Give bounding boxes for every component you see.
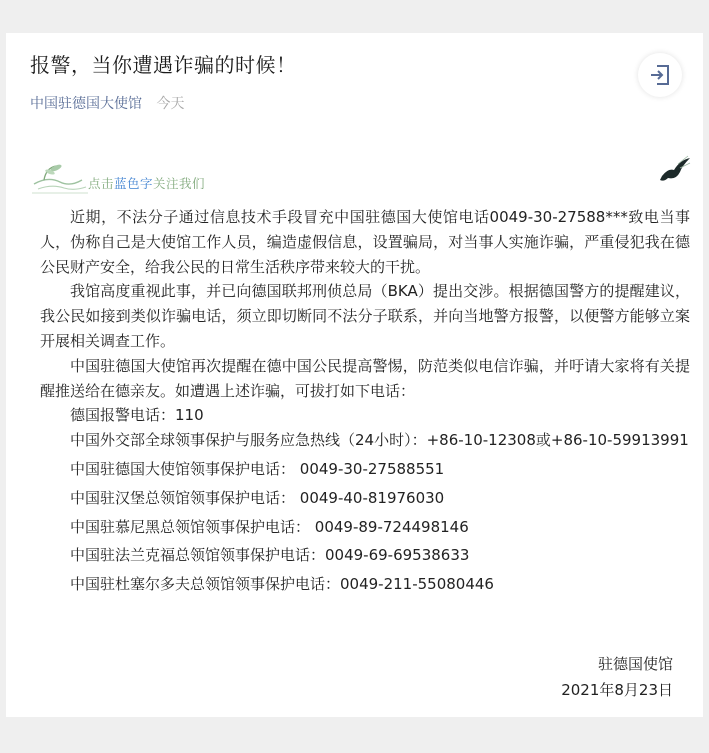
phone-frankfurt: 中国驻法兰克福总领馆领事保护电话：0049-69-69538633 <box>70 546 470 565</box>
signature-org: 驻德国使馆 <box>597 655 673 673</box>
article-title: 报警，当你遭遇诈骗的时候！ <box>30 53 297 77</box>
signature-date: 2021年8月23日 <box>561 681 673 699</box>
article-card <box>6 33 703 717</box>
exit-icon <box>648 63 672 87</box>
article-body <box>40 205 690 597</box>
paragraph: 中国驻德国大使馆再次提醒在德中国公民提高警惕，防范类似电信诈骗，并吁请大家将有关提醒推送给在德亲友。如遭遇上述诈骗，可拔打如下电话： <box>40 356 690 400</box>
exit-button[interactable] <box>638 53 682 97</box>
phone-munich: 中国驻慕尼黑总领馆领事保护电话： 0049-89-724498146 <box>70 517 469 536</box>
swallow-icon <box>656 154 692 184</box>
phone-hotline: 中国外交部全球领事保护与服务应急热线（24小时）：+86-10-12308或+86-10-59913991 <box>70 431 689 450</box>
phone-embassy: 中国驻德国大使馆领事保护电话： 0049-30-27588551 <box>70 459 445 478</box>
follow-link[interactable]: 蓝色字 <box>114 176 154 191</box>
phone-police: 德国报警电话：110 <box>70 406 204 425</box>
paragraph: 我馆高度重视此事，并已向德国联邦刑侦总局（BKA）提出交涉。根据德国警方的提醒建议，我公民如接到类似诈骗电话，须立即切断同不法分子联系，并向当地警方报警，以便警方能够立案开展相关调查工作。 <box>40 282 690 350</box>
follow-suffix: 关注我们 <box>153 176 206 191</box>
author-link[interactable]: 中国驻德国大使馆 <box>30 96 142 112</box>
paragraph: 近期，不法分子通过信息技术手段冒充中国驻德国大使馆电话0049-30-27588***致电当事人，伪称自己是大使馆工作人员，编造虚假信息，设置骗局，对当事人实施诈骗，严重侵犯我在德公民财产安全，给我公民的日常生活秩序带来较大的干扰。 <box>40 208 690 276</box>
follow-prefix: 点击 <box>88 176 115 191</box>
landscape-icon <box>30 158 90 198</box>
follow-text[interactable] <box>88 174 205 192</box>
article-meta <box>30 93 184 113</box>
follow-banner <box>30 158 686 198</box>
phone-hamburg: 中国驻汉堡总领馆领事保护电话： 0049-40-81976030 <box>70 488 445 507</box>
phone-duesseldorf: 中国驻杜塞尔多夫总领馆领事保护电话：0049-211-55080446 <box>70 575 494 594</box>
publish-date: 今天 <box>156 96 185 112</box>
